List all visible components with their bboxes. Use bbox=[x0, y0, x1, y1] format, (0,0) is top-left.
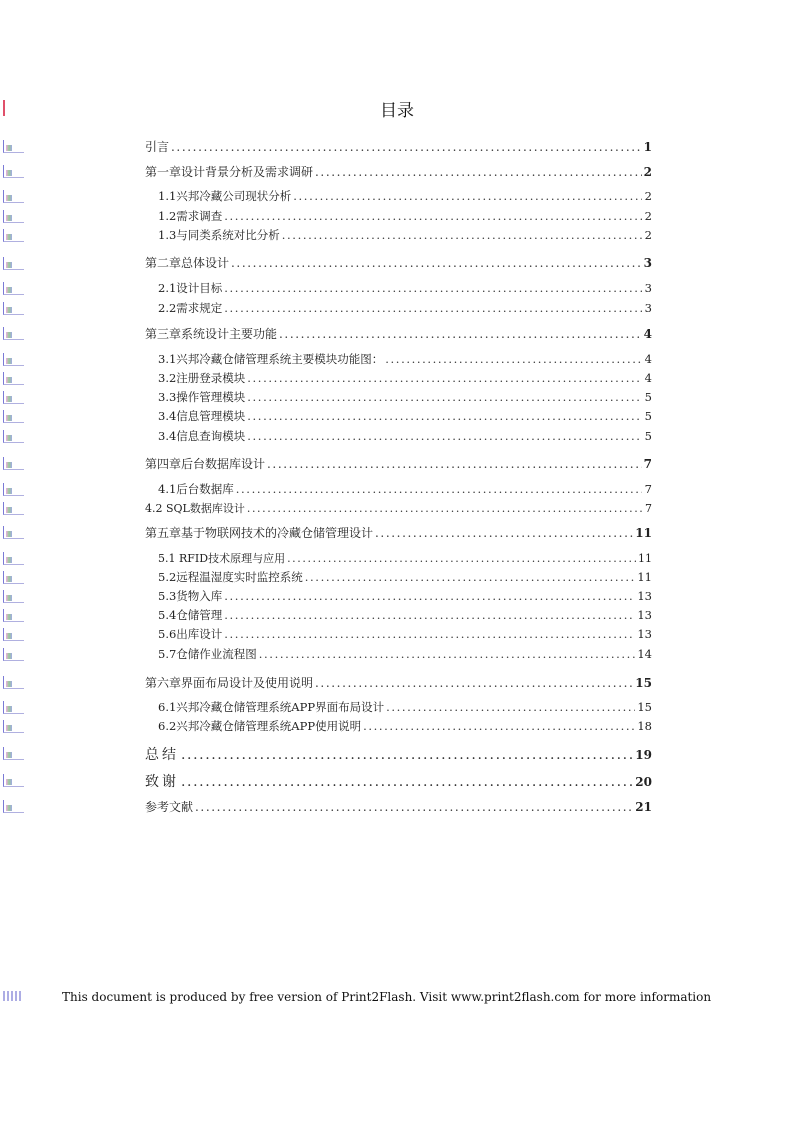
toc-leader bbox=[287, 552, 636, 565]
toc-leader bbox=[247, 409, 642, 423]
toc-leader bbox=[181, 747, 633, 763]
toc-entry[interactable] bbox=[158, 481, 652, 497]
toc-leader bbox=[305, 570, 636, 584]
toc-entry[interactable] bbox=[158, 588, 652, 604]
toc-entry[interactable] bbox=[158, 370, 652, 386]
toc-entry-label: 总结 bbox=[145, 747, 179, 763]
toc-entry[interactable] bbox=[145, 744, 652, 763]
toc-leader bbox=[236, 482, 642, 496]
toc-entry-label: 5.3货物入库 bbox=[158, 589, 223, 603]
toc-entry[interactable] bbox=[145, 798, 652, 814]
toc-entry-page: 14 bbox=[637, 647, 652, 661]
revision-marker bbox=[3, 257, 24, 270]
toc-entry[interactable] bbox=[158, 408, 652, 424]
revision-marker bbox=[3, 720, 24, 733]
toc-entry-label: 第三章系统设计主要功能 bbox=[145, 327, 278, 341]
toc-leader bbox=[315, 676, 633, 690]
toc-leader bbox=[224, 281, 642, 295]
toc-entry-page: 11 bbox=[637, 570, 652, 584]
toc-entry-label: 第四章后台数据库设计 bbox=[145, 457, 266, 471]
toc-leader bbox=[279, 327, 642, 341]
toc-entry[interactable] bbox=[145, 674, 652, 690]
revision-marker bbox=[3, 676, 24, 689]
revision-marker bbox=[3, 140, 24, 153]
revision-marker bbox=[3, 353, 24, 366]
revision-marker bbox=[3, 609, 24, 622]
toc-entry-label: 1.1兴邦冷藏公司现状分析 bbox=[158, 189, 292, 203]
revision-marker bbox=[3, 457, 24, 470]
toc-leader bbox=[181, 774, 633, 790]
toc-entry-page: 7 bbox=[645, 502, 652, 515]
toc-entry-label: 3.4信息管理模块 bbox=[158, 409, 246, 423]
toc-entry-page: 18 bbox=[637, 719, 652, 733]
toc-entry-page: 2 bbox=[644, 189, 652, 203]
revision-marker bbox=[3, 800, 24, 813]
toc-entry[interactable] bbox=[158, 646, 652, 662]
toc-entry-label: 致谢 bbox=[145, 774, 179, 790]
toc-entry[interactable] bbox=[158, 227, 652, 243]
toc-entry-page: 11 bbox=[638, 552, 652, 565]
revision-marker bbox=[3, 991, 23, 1001]
toc-leader bbox=[386, 700, 635, 714]
toc-entry[interactable] bbox=[158, 389, 652, 405]
toc-entry-label: 4.2 SQL数据库设计 bbox=[145, 502, 245, 515]
revision-marker bbox=[3, 747, 24, 760]
toc-entry-label: 第一章设计背景分析及需求调研 bbox=[145, 165, 314, 179]
revision-marker bbox=[3, 282, 24, 295]
toc-entry-label: 1.2需求调查 bbox=[158, 209, 223, 223]
toc-entry-page: 1 bbox=[643, 140, 652, 154]
toc-entry-page: 3 bbox=[644, 281, 652, 295]
toc-entry-page: 2 bbox=[644, 209, 652, 223]
revision-marker bbox=[3, 372, 24, 385]
toc-leader bbox=[375, 526, 633, 540]
toc-entry-label: 4.1后台数据库 bbox=[158, 482, 234, 496]
toc-entry-label: 3.3操作管理模块 bbox=[158, 390, 246, 404]
toc-entry-page: 13 bbox=[637, 589, 652, 603]
toc-entry-page: 15 bbox=[637, 700, 652, 714]
revision-marker bbox=[3, 327, 24, 340]
toc-entry-label: 2.1设计目标 bbox=[158, 281, 223, 295]
toc-leader bbox=[171, 140, 642, 154]
toc-entry-page: 3 bbox=[643, 256, 652, 270]
toc-leader bbox=[247, 429, 642, 443]
toc-entry[interactable] bbox=[158, 718, 652, 734]
toc-entry-page: 2 bbox=[643, 165, 652, 179]
toc-entry-page: 7 bbox=[644, 482, 652, 496]
toc-entry-label: 2.2需求规定 bbox=[158, 301, 223, 315]
toc-entry-label: 3.1兴邦冷藏仓储管理系统主要模块功能图： bbox=[158, 352, 384, 366]
revision-marker bbox=[3, 571, 24, 584]
toc-entry[interactable] bbox=[145, 524, 652, 540]
revision-marker bbox=[3, 774, 24, 787]
toc-leader bbox=[224, 627, 635, 641]
toc-entry-label: 5.2远程温湿度实时监控系统 bbox=[158, 570, 303, 584]
toc-leader bbox=[224, 608, 635, 622]
revision-marker bbox=[3, 526, 24, 539]
toc-entry-label: 5.1 RFID技术原理与应用 bbox=[158, 552, 286, 565]
toc-entry[interactable] bbox=[158, 208, 652, 224]
toc-entry[interactable] bbox=[158, 569, 652, 585]
toc-entry[interactable] bbox=[145, 455, 652, 471]
toc-entry-page: 5 bbox=[644, 409, 652, 423]
revision-marker bbox=[3, 210, 24, 223]
toc-entry-page: 5 bbox=[644, 429, 652, 443]
watermark-footer: This document is produced by free version of Print2Flash. Visit www.print2flash.com for more information bbox=[62, 990, 712, 1004]
toc-entry-page: 21 bbox=[635, 800, 652, 814]
toc-entry[interactable] bbox=[158, 699, 652, 715]
toc-leader bbox=[247, 502, 642, 515]
toc-leader bbox=[267, 457, 642, 471]
toc-entry-label: 第六章界面布局设计及使用说明 bbox=[145, 676, 314, 690]
toc-entry[interactable] bbox=[158, 550, 652, 566]
toc-entry-page: 2 bbox=[644, 228, 652, 242]
toc-leader bbox=[195, 800, 633, 814]
toc-entry-page: 7 bbox=[643, 457, 652, 471]
revision-marker bbox=[3, 410, 24, 423]
toc-leader bbox=[282, 228, 642, 242]
toc-entry-label: 6.1兴邦冷藏仓储管理系统APP界面布局设计 bbox=[158, 700, 385, 714]
revision-marker bbox=[3, 190, 24, 203]
toc-entry[interactable] bbox=[158, 626, 652, 642]
toc-leader bbox=[247, 390, 642, 404]
revision-marker bbox=[3, 391, 24, 404]
toc-entry-label: 5.7仓储作业流程图 bbox=[158, 647, 257, 661]
toc-entry[interactable] bbox=[158, 280, 652, 296]
toc-entry-label: 第二章总体设计 bbox=[145, 256, 230, 270]
toc-leader bbox=[231, 256, 642, 270]
toc-entry-page: 19 bbox=[635, 748, 652, 762]
toc-entry[interactable] bbox=[158, 188, 652, 204]
toc-leader bbox=[385, 352, 642, 366]
toc-entry-label: 5.6出库设计 bbox=[158, 627, 223, 641]
revision-marker bbox=[3, 648, 24, 661]
toc-entry[interactable] bbox=[145, 500, 652, 516]
toc-entry-page: 11 bbox=[635, 526, 652, 540]
revision-marker bbox=[3, 502, 24, 515]
toc-entry[interactable] bbox=[158, 428, 652, 444]
toc-entry[interactable] bbox=[145, 325, 652, 341]
toc-entry[interactable] bbox=[145, 163, 652, 179]
toc-entry[interactable] bbox=[145, 771, 652, 790]
toc-entry[interactable] bbox=[158, 300, 652, 316]
toc-entry-label: 3.2注册登录模块 bbox=[158, 371, 246, 385]
toc-entry[interactable] bbox=[158, 607, 652, 623]
revision-marker bbox=[3, 552, 24, 565]
toc-entry-label: 引言 bbox=[145, 140, 170, 154]
revision-marker bbox=[3, 701, 24, 714]
revision-marker bbox=[3, 483, 24, 496]
toc-leader bbox=[363, 719, 635, 733]
toc-entry-label: 5.4仓储管理 bbox=[158, 608, 223, 622]
toc-entry-page: 15 bbox=[635, 676, 652, 690]
toc-entry-page: 4 bbox=[644, 371, 652, 385]
revision-marker bbox=[3, 430, 24, 443]
toc-leader bbox=[247, 371, 642, 385]
toc-entry-page: 5 bbox=[644, 390, 652, 404]
toc-entry-label: 6.2兴邦冷藏仓储管理系统APP使用说明 bbox=[158, 719, 362, 733]
toc-leader bbox=[224, 209, 642, 223]
revision-marker bbox=[3, 302, 24, 315]
toc-entry-label: 1.3与同类系统对比分析 bbox=[158, 228, 280, 242]
revision-marker bbox=[3, 165, 24, 178]
toc-leader bbox=[224, 301, 642, 315]
toc-entry[interactable] bbox=[158, 351, 652, 367]
toc-entry-page: 3 bbox=[644, 301, 652, 315]
toc-entry-label: 第五章基于物联网技术的冷藏仓储管理设计 bbox=[145, 526, 374, 540]
toc-leader bbox=[293, 189, 642, 203]
toc-entry-page: 4 bbox=[644, 352, 652, 366]
toc-leader bbox=[224, 589, 635, 603]
toc-entry-page: 20 bbox=[635, 775, 652, 789]
toc-entry-page: 13 bbox=[637, 608, 652, 622]
revision-marker bbox=[3, 628, 24, 641]
toc-entry-page: 4 bbox=[643, 327, 652, 341]
revision-marker bbox=[3, 590, 24, 603]
toc-entry-page: 13 bbox=[637, 627, 652, 641]
toc-entry-label: 3.4信息查询模块 bbox=[158, 429, 246, 443]
toc-entry[interactable] bbox=[145, 254, 652, 270]
toc-entry[interactable] bbox=[145, 138, 652, 154]
toc-leader bbox=[259, 647, 636, 661]
toc-entry-label: 参考文献 bbox=[145, 800, 194, 814]
toc-title: 目录 bbox=[380, 101, 414, 121]
toc-leader bbox=[315, 165, 642, 179]
revision-marker bbox=[3, 229, 24, 242]
